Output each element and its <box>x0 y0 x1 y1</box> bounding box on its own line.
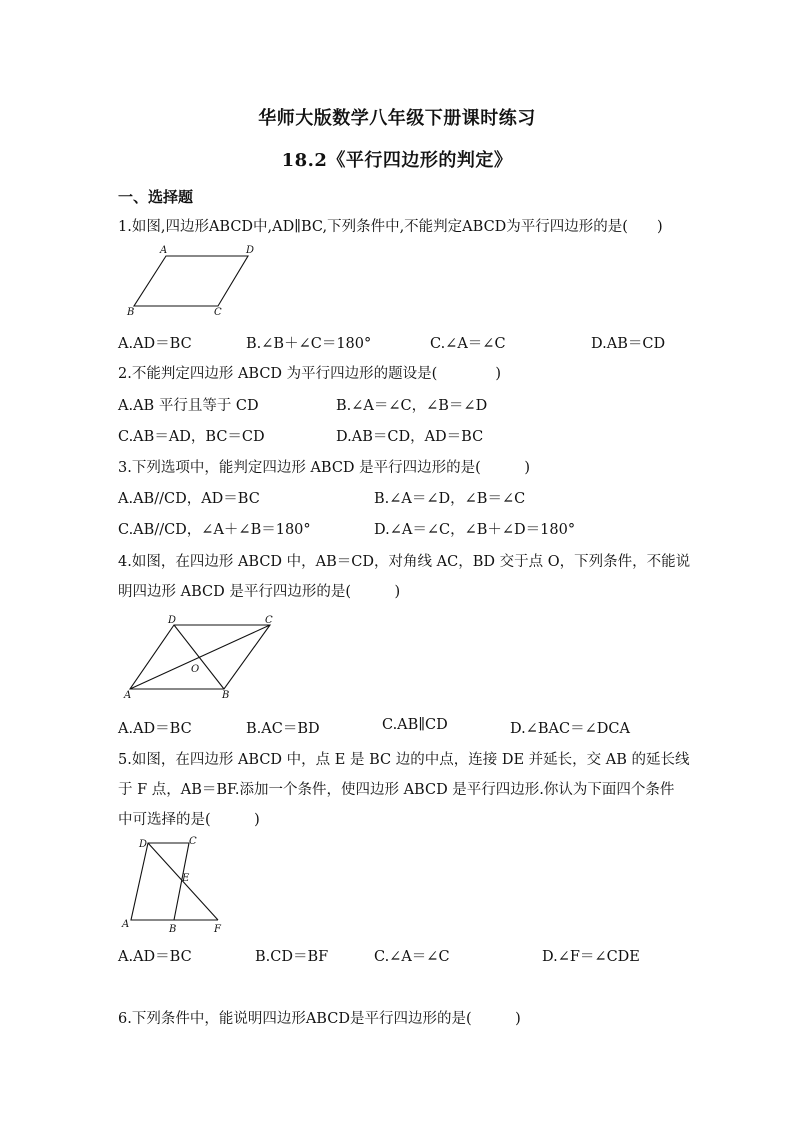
vertex-label-b: B <box>222 690 230 701</box>
diagonal-bd <box>174 625 224 689</box>
vertex-label-d: D <box>246 245 255 256</box>
diagonal-ac <box>130 625 270 689</box>
point-label-o: O <box>191 664 200 675</box>
question-3-stem: 3.下列选项中，能判定四边形 ABCD 是平行四边形的是( ) <box>118 460 530 476</box>
question-4-stem-line-2: 明四边形 ABCD 是平行四边形的是( ) <box>118 584 401 600</box>
page-subtitle: 18.2《平行四边形的判定》 <box>281 150 513 171</box>
question-1-option-b: B.∠B＋∠C＝180° <box>246 336 372 352</box>
question-4-stem-line-1: 4.如图，在四边形 ABCD 中，AB＝CD，对角线 AC，BD 交于点 O，下列条件，不能说 <box>118 554 691 570</box>
question-4-option-c: C.AB∥CD <box>382 717 448 733</box>
question-3-option-a: A.AB//CD，AD＝BC <box>118 491 260 507</box>
question-4-option-a: A.AD＝BC <box>118 721 192 737</box>
question-2-option-d: D.AB＝CD，AD＝BC <box>336 429 484 445</box>
vertex-label-c: C <box>189 836 197 847</box>
question-5-option-a: A.AD＝BC <box>118 949 192 965</box>
question-4-option-d: D.∠BAC＝∠DCA <box>510 721 630 737</box>
question-2-option-c: C.AB＝AD，BC＝CD <box>118 429 265 445</box>
question-3-option-b: B.∠A＝∠D，∠B＝∠C <box>374 491 526 507</box>
question-1-stem: 1.如图,四边形ABCD中,AD∥BC,下列条件中,不能判定ABCD为平行四边形的是( ) <box>118 219 663 235</box>
question-5-stem-line-1: 5.如图，在四边形 ABCD 中，点 E 是 BC 边的中点，连接 DE 并延长，交 AB 的延长线 <box>118 752 690 768</box>
question-3-option-d: D.∠A＝∠C，∠B＋∠D＝180° <box>374 522 576 538</box>
question-4-figure <box>118 612 288 706</box>
question-6-stem: 6.下列条件中，能说明四边形ABCD是平行四边形的是( ) <box>118 1011 521 1027</box>
question-2-option-b: B.∠A＝∠C，∠B＝∠D <box>336 398 488 414</box>
parallelogram-abcd <box>134 256 248 306</box>
point-label-e: E <box>182 873 190 884</box>
question-4-option-b: B.AC＝BD <box>246 721 320 737</box>
question-2-stem: 2.不能判定四边形 ABCD 为平行四边形的题设是( ) <box>118 366 501 382</box>
vertex-label-b: B <box>169 924 177 935</box>
vertex-label-a: A <box>160 245 168 256</box>
question-2-option-a: A.AB 平行且等于 CD <box>118 398 259 414</box>
vertex-label-d: D <box>139 839 148 850</box>
vertex-label-a: A <box>122 919 130 930</box>
vertex-label-c: C <box>265 615 273 626</box>
question-5-figure <box>118 834 228 936</box>
question-1-option-c: C.∠A＝∠C <box>430 336 506 352</box>
vertex-label-c: C <box>214 307 222 318</box>
point-label-f: F <box>214 924 221 935</box>
quadrilateral-abcd <box>131 843 189 920</box>
question-3-option-c: C.AB//CD，∠A＋∠B＝180° <box>118 522 311 538</box>
vertex-label-a: A <box>124 690 132 701</box>
question-5-stem-line-3: 中可选择的是( ) <box>118 812 260 828</box>
question-5-stem-line-2: 于 F 点，AB＝BF.添加一个条件，使四边形 ABCD 是平行四边形.你认为下面四个条件 <box>118 782 675 798</box>
page-title: 华师大版数学八年级下册课时练习 <box>258 108 536 129</box>
section-heading: 一、选择题 <box>118 188 194 206</box>
vertex-label-b: B <box>127 307 135 318</box>
question-1-option-d: D.AB＝CD <box>591 336 666 352</box>
question-5-option-b: B.CD＝BF <box>255 949 329 965</box>
question-1-figure <box>118 244 268 320</box>
question-5-option-d: D.∠F＝∠CDE <box>542 949 640 965</box>
question-5-option-c: C.∠A＝∠C <box>374 949 450 965</box>
question-1-option-a: A.AD＝BC <box>118 336 192 352</box>
vertex-label-d: D <box>168 615 177 626</box>
